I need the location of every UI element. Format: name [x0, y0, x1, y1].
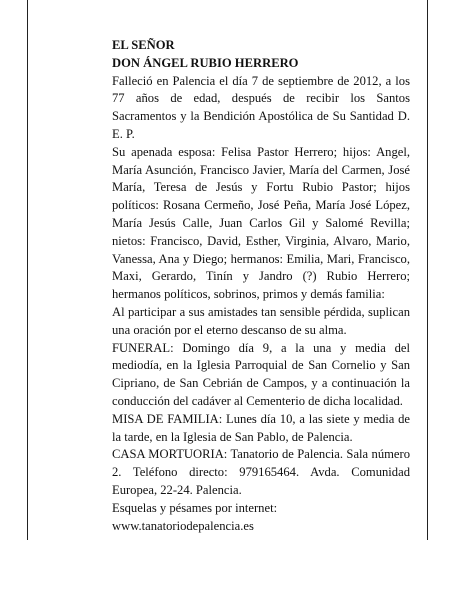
- deceased-name: DON ÁNGEL RUBIO HERRERO: [112, 55, 299, 70]
- funeral-home-details: CASA MORTUORIA: Tanatorio de Palencia. Sala número 2. Teléfono directo: 979165464. Avda. Comunidad Europea, 22-24. Palencia.: [112, 447, 410, 497]
- obituary-notice: [112, 37, 410, 535]
- family-list: Su apenada esposa: Felisa Pastor Herrero; hijos: Angel, María Asunción, Francisco Javier, María del Carmen, José María, Teresa de Jesús y Fortu Rubio Pastor; hijos políticos: Rosana Cermeño, José Peña, María José López, María Jesús Calle, Juan Carlos Gil y Salomé Revilla; nietos: Francisco, David, Esther, Virginia, Alvaro, Mario, Vanessa, Ana y Diego; hermanos: Emilia, Mari, Francisco, Maxi, Gerardo, Tinín y Jandro (?) Rubio Herrero; hermanos políticos, sobrinos, primos y demás familia:: [112, 144, 410, 302]
- funeral-details: FUNERAL: Domingo día 9, a la una y media del mediodía, en la Iglesia Parroquial de San Cornelio y San Cipriano, de San Cebrián de Campos, y a continuación la conducción del cadáver al Cementerio de dicha localidad.: [112, 340, 410, 408]
- title-line-1: EL SEÑOR: [112, 38, 175, 52]
- prayer-request: Al participar a sus amistades tan sensible pérdida, suplican una oración por el eterno descanso de su alma.: [112, 304, 410, 337]
- online-condolences-label: Esquelas y pésames por internet:: [112, 500, 278, 515]
- funeral-home-website: www.tanatoriodepalencia.es: [112, 518, 254, 533]
- death-announcement: Falleció en Palencia el día 7 de septiembre de 2012, a los 77 años de edad, después de recibir los Santos Sacramentos y la Bendición Apostólica de Su Santidad D. E. P.: [112, 73, 410, 141]
- family-mass-details: MISA DE FAMILIA: Lunes día 10, a las siete y media de la tarde, en la Iglesia de San Pablo, de Palencia.: [112, 411, 410, 444]
